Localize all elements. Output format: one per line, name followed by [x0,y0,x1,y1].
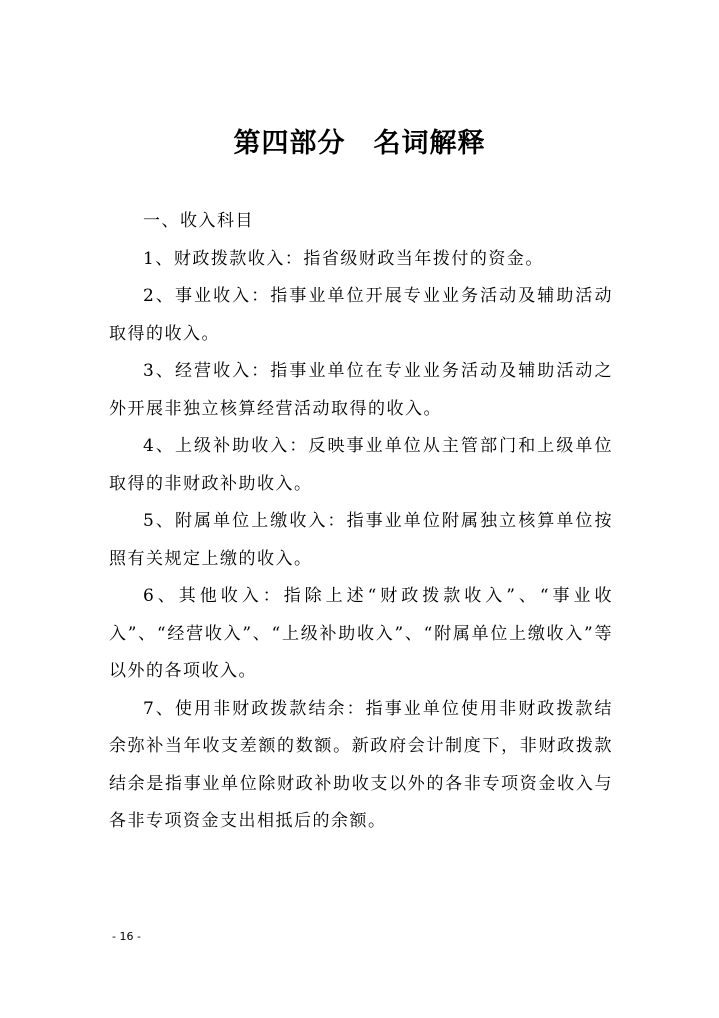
paragraph-item-7: 7、使用非财政拨款结余：指事业单位使用非财政拨款结余弥补当年收支差额的数额。新政府会计制度下，非财政拨款结余是指事业单位除财政补助收支以外的各非专项资金收入与各非专项资金支出相抵后的余额。 [109,698,613,831]
paragraph-item-3: 3、经营收入：指事业单位在专业业务活动及辅助活动之外开展非独立核算经营活动取得的收入。 [109,361,613,419]
document-body [109,203,613,841]
paragraph-item-5: 5、附属单位上缴收入：指事业单位附属独立核算单位按照有关规定上缴的收入。 [109,511,613,569]
page-number: - 16 - [112,930,141,943]
paragraph-item-4: 4、上级补助收入：反映事业单位从主管部门和上级单位取得的非财政补助收入。 [109,436,613,494]
paragraph-item-2: 2、事业收入：指事业单位开展专业业务活动及辅助活动取得的收入。 [109,286,613,344]
paragraph-item-6: 6、其他收入：指除上述“财政拨款收入”、“事业收入”、“经营收入”、“上级补助收入”、“附属单位上缴收入”等以外的各项收入。 [109,586,613,681]
paragraph-item-1: 1、财政拨款收入：指省级财政当年拨付的资金。 [143,248,544,269]
page-title: 第四部分 名词解释 [233,128,486,159]
section-heading: 一、收入科目 [143,211,254,231]
